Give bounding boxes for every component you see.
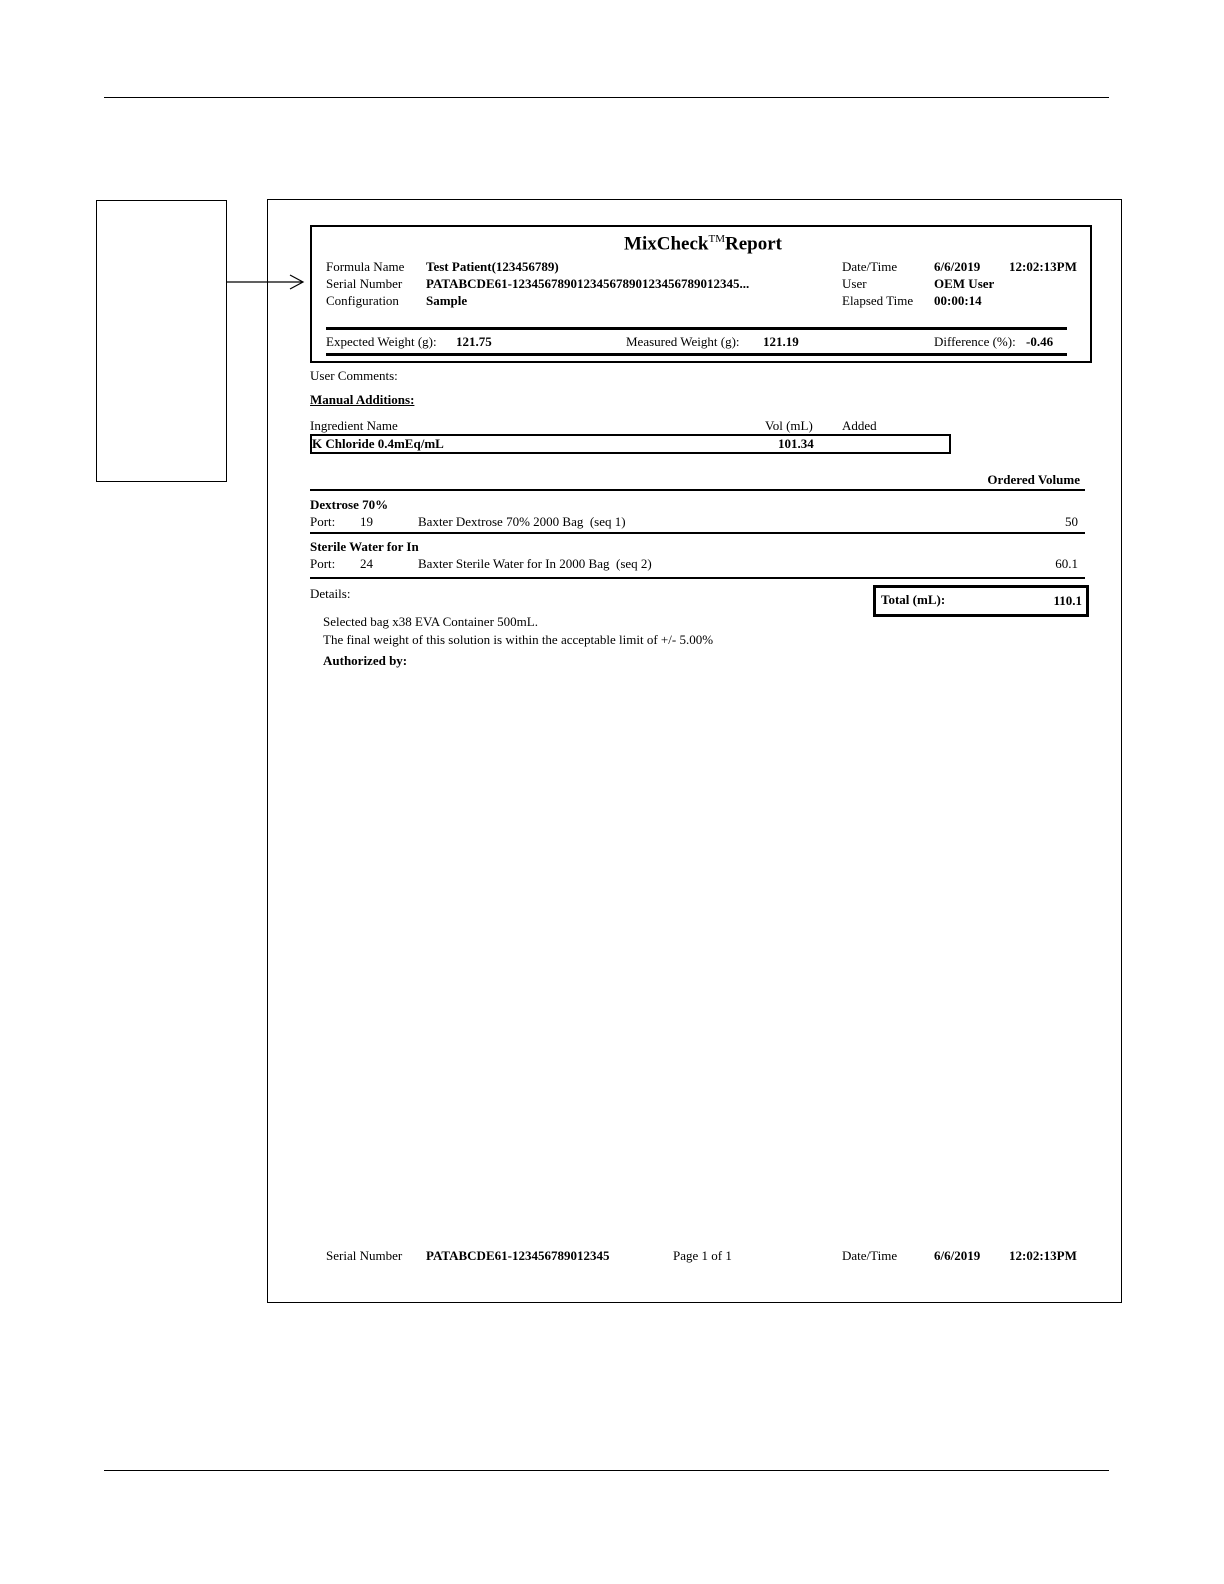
difference-label: Difference (%): (934, 334, 1016, 349)
configuration-label: Configuration (326, 293, 399, 308)
datetime-label: Date/Time (842, 259, 898, 274)
date-value: 6/6/2019 (934, 259, 981, 274)
manual-addition-vol: 101.34 (778, 436, 814, 451)
report-title (0, 233, 1224, 255)
ordered-volume-rule (310, 489, 1085, 491)
ingredient-name: Sterile Water for In (310, 539, 419, 554)
footer-page-number: Page 1 of 1 (673, 1248, 732, 1263)
expected-weight-value: 121.75 (456, 334, 492, 349)
weights-bottom-rule (326, 353, 1067, 356)
ingredient-rule (310, 577, 1085, 579)
user-value: OEM User (934, 276, 995, 291)
ingredient-bag: Baxter Sterile Water for In 2000 Bag (seq 2) (418, 556, 652, 571)
total-label: Total (mL): (881, 592, 946, 607)
ingredient-port: 19 (360, 514, 373, 529)
measured-weight-value: 121.19 (763, 334, 799, 349)
report-frame (267, 199, 1122, 1303)
serial-number-label: Serial Number (326, 276, 403, 291)
ingredient-name-header: Ingredient Name (310, 418, 398, 433)
details-line: The final weight of this solution is within the acceptable limit of +/- 5.00% (323, 632, 714, 647)
footer-serial-value: PATABCDE61-123456789012345 (426, 1248, 610, 1263)
page-top-rule (104, 97, 1109, 98)
user-comments-label: User Comments: (310, 368, 398, 383)
ingredient-volume: 60.1 (1055, 556, 1078, 571)
ingredient-name: Dextrose 70% (310, 497, 389, 512)
report-title-suffix: Report (724, 233, 782, 255)
ingredient-volume: 50 (1065, 514, 1078, 529)
configuration-value: Sample (426, 293, 468, 308)
total-value: 110.1 (1053, 593, 1082, 608)
serial-number-value: PATABCDE61-12345678901234567890123456789012345... (426, 276, 750, 291)
added-header: Added (842, 418, 877, 433)
total-box (873, 585, 1089, 617)
elapsed-time-value: 00:00:14 (934, 293, 982, 308)
ingredient-rule (310, 532, 1085, 534)
vol-ml-header: Vol (mL) (765, 418, 813, 433)
footer-datetime-label: Date/Time (842, 1248, 898, 1263)
expected-weight-label: Expected Weight (g): (326, 334, 437, 349)
manual-addition-name: K Chloride 0.4mEq/mL (312, 436, 444, 451)
manual-addition-row (310, 434, 951, 454)
time-value: 12:02:13PM (1009, 259, 1077, 274)
formula-name-label: Formula Name (326, 259, 405, 274)
ingredient-port-label: Port: (310, 556, 336, 571)
authorized-by-label: Authorized by: (323, 653, 408, 668)
footer-date-value: 6/6/2019 (934, 1248, 981, 1263)
formula-name-value: Test Patient(123456789) (426, 259, 559, 274)
report-title-main: MixCheck (624, 233, 709, 255)
manual-additions-title: Manual Additions: (310, 392, 415, 407)
trademark-mark: TM (708, 233, 725, 245)
ordered-volume-header: Ordered Volume (987, 472, 1080, 487)
elapsed-time-label: Elapsed Time (842, 293, 914, 308)
footer-serial-label: Serial Number (326, 1248, 403, 1263)
weights-top-rule (326, 327, 1067, 330)
details-label: Details: (310, 586, 351, 601)
ingredient-port-label: Port: (310, 514, 336, 529)
footer-time-value: 12:02:13PM (1009, 1248, 1077, 1263)
details-line: Selected bag x38 EVA Container 500mL. (323, 614, 538, 629)
difference-value: -0.46 (1026, 334, 1054, 349)
page-bottom-rule (104, 1470, 1109, 1471)
user-label: User (842, 276, 867, 291)
ingredient-port: 24 (360, 556, 373, 571)
measured-weight-label: Measured Weight (g): (626, 334, 740, 349)
ingredient-bag: Baxter Dextrose 70% 2000 Bag (seq 1) (418, 514, 626, 529)
